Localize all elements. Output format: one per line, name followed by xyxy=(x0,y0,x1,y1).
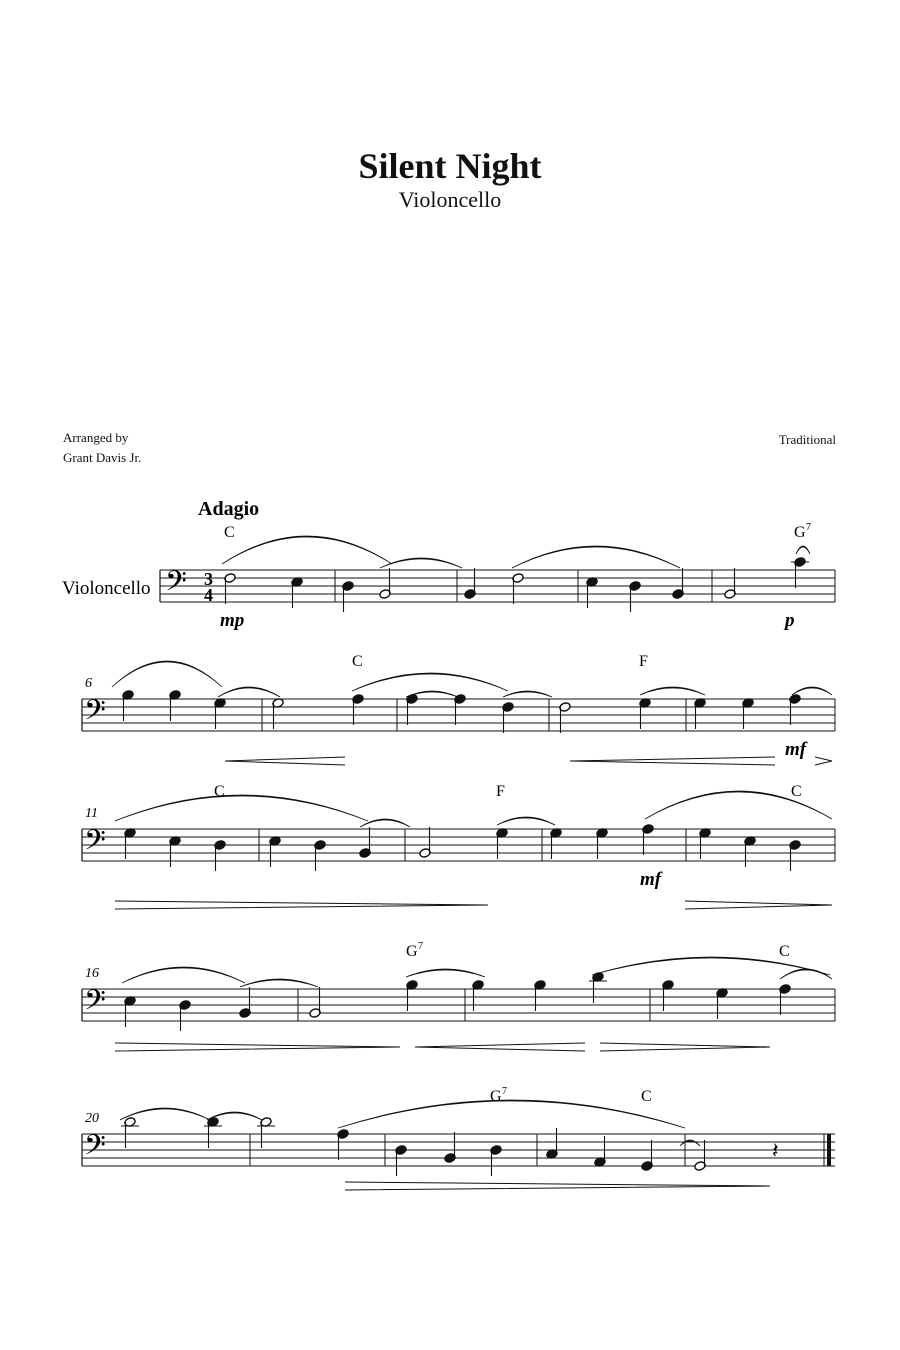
slur xyxy=(512,546,680,568)
chord-symbol: C xyxy=(214,783,225,800)
chord-symbol: C xyxy=(641,1088,652,1105)
slur xyxy=(222,536,392,564)
slur xyxy=(792,687,832,695)
bass-clef-icon: 𝄢 xyxy=(84,696,106,733)
slur xyxy=(380,558,462,568)
slur xyxy=(338,1100,685,1128)
decrescendo-hairpin xyxy=(115,901,488,909)
slur xyxy=(112,661,222,687)
chord-symbol: C xyxy=(352,653,363,670)
slur xyxy=(680,1140,700,1146)
dynamic-marking: mf xyxy=(640,869,662,890)
decrescendo-hairpin xyxy=(815,757,832,765)
arranger-name: Grant Davis Jr. xyxy=(63,450,142,465)
slur xyxy=(640,687,705,695)
crescendo-hairpin xyxy=(415,1043,585,1051)
slur xyxy=(796,546,810,554)
slur xyxy=(122,967,245,983)
decrescendo-hairpin xyxy=(115,1043,400,1051)
chord-superscript: 7 xyxy=(806,522,811,533)
measure-number: 6 xyxy=(85,676,92,691)
chord-symbol: C xyxy=(779,943,790,960)
measure-number: 16 xyxy=(85,966,99,981)
chord-symbol: C xyxy=(224,524,235,541)
instrument-label: Violoncello xyxy=(62,578,151,599)
slur xyxy=(503,691,552,697)
score-title: Silent Night xyxy=(358,146,542,186)
measure-number: 11 xyxy=(85,806,98,821)
time-signature-top: 3 xyxy=(204,569,213,589)
slur xyxy=(240,979,318,987)
tempo-marking: Adagio xyxy=(198,498,260,520)
bass-clef-icon: 𝄢 xyxy=(84,826,106,863)
slur xyxy=(645,791,832,819)
chord-superscript: 7 xyxy=(502,1086,507,1097)
decrescendo-hairpin xyxy=(345,1182,770,1190)
dynamic-marking: mf xyxy=(785,739,807,760)
chord-symbol: F xyxy=(496,783,505,800)
slur xyxy=(360,819,410,827)
score-subtitle: Violoncello xyxy=(398,187,502,212)
dynamic-marking: mp xyxy=(220,610,245,631)
slur xyxy=(406,969,485,977)
measure-number: 20 xyxy=(85,1111,99,1126)
final-barline xyxy=(827,1134,831,1166)
quarter-rest-icon: 𝄽 xyxy=(772,1138,779,1163)
chord-symbol: G xyxy=(406,943,418,960)
chord-symbol: G xyxy=(794,524,806,541)
dynamic-marking: p xyxy=(785,610,795,631)
chord-symbol: F xyxy=(639,653,648,670)
arranger-label: Arranged by xyxy=(63,430,129,445)
decrescendo-hairpin xyxy=(600,1043,770,1051)
slur xyxy=(497,817,555,825)
composer-credit: Traditional xyxy=(778,432,836,447)
time-signature-bottom: 4 xyxy=(204,585,213,605)
bass-clef-icon: 𝄢 xyxy=(84,986,106,1023)
slur xyxy=(780,969,832,979)
chord-symbol: C xyxy=(791,783,802,800)
slur xyxy=(352,673,508,691)
slur xyxy=(592,957,830,975)
chord-symbol: G xyxy=(490,1088,502,1105)
slur xyxy=(218,687,280,697)
bass-clef-icon: 𝄢 xyxy=(165,567,187,604)
crescendo-hairpin xyxy=(570,757,775,765)
chord-superscript: 7 xyxy=(418,941,423,952)
slur xyxy=(115,795,368,821)
bass-clef-icon: 𝄢 xyxy=(84,1131,106,1168)
crescendo-hairpin xyxy=(225,757,345,765)
decrescendo-hairpin xyxy=(685,901,832,909)
